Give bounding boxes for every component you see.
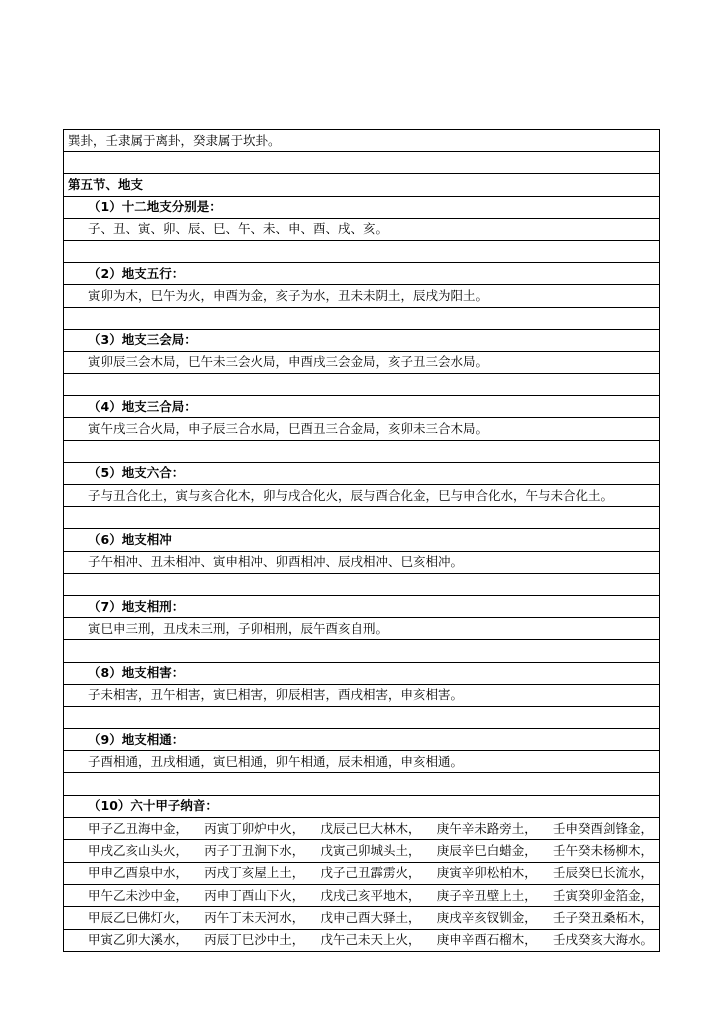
heading-row	[64, 174, 660, 196]
nayin-entry: 丙辰丁巳沙中土，	[204, 932, 305, 948]
empty-row	[64, 706, 660, 728]
content-row	[64, 751, 660, 773]
section-text: 寅巳申三刑，丑戌未三刑，子卯相刑，辰午酉亥自刑。	[64, 618, 660, 640]
nayin-line	[88, 930, 659, 950]
content-row	[64, 618, 660, 640]
nayin-entry: 甲子乙丑海中金，	[88, 820, 189, 836]
nayin-cell-row	[64, 862, 660, 884]
heading-row	[64, 729, 660, 751]
section-text: 寅午戌三合火局，申子辰三合水局，巳酉丑三合金局，亥卯未三合木局。	[64, 418, 660, 440]
nayin-entry: 丙子丁丑涧下水，	[204, 842, 305, 858]
heading-row	[64, 462, 660, 484]
heading-row	[64, 396, 660, 418]
section-heading: （7）地支相刑：	[64, 595, 660, 617]
nayin-row	[64, 907, 660, 929]
empty-row	[64, 440, 660, 462]
empty-cell	[64, 374, 660, 396]
section-heading: （4）地支三合局：	[64, 396, 660, 418]
nayin-cell-row	[64, 907, 660, 929]
heading-row	[64, 263, 660, 285]
empty-cell	[64, 706, 660, 728]
nayin-entry: 壬申癸酉剑锋金，	[552, 820, 653, 836]
section-heading: （10）六十甲子纳音：	[64, 795, 660, 817]
nayin-entry: 壬寅癸卯金箔金，	[552, 887, 653, 903]
nayin-row	[64, 817, 660, 839]
nayin-line	[88, 886, 659, 906]
nayin-cell-row	[64, 840, 660, 862]
section-heading: 第五节、地支	[64, 174, 660, 196]
content-row	[64, 485, 660, 507]
nayin-entry: 戊子己丑霹雳火，	[320, 865, 421, 881]
nayin-row	[64, 929, 660, 951]
nayin-cell-row	[64, 929, 660, 951]
empty-cell	[64, 152, 660, 174]
empty-cell	[64, 507, 660, 529]
section-heading: （2）地支五行：	[64, 263, 660, 285]
empty-row	[64, 640, 660, 662]
nayin-row	[64, 840, 660, 862]
empty-row	[64, 307, 660, 329]
empty-cell	[64, 440, 660, 462]
empty-row	[64, 374, 660, 396]
content-row	[64, 684, 660, 706]
empty-row	[64, 152, 660, 174]
nayin-entry: 甲午乙未沙中金，	[88, 887, 189, 903]
nayin-entry: 丙午丁未天河水，	[204, 910, 305, 926]
heading-row	[64, 196, 660, 218]
empty-cell	[64, 640, 660, 662]
section-text: 子酉相通，丑戌相通，寅巳相通，卯午相通，辰未相通，申亥相通。	[64, 751, 660, 773]
heading-row	[64, 662, 660, 684]
heading-row	[64, 595, 660, 617]
section-heading: （1）十二地支分别是：	[64, 196, 660, 218]
content-row	[64, 218, 660, 240]
section-text: 寅卯为木，巳午为火，申酉为金，亥子为水，丑未未阴土，辰戌为阳土。	[64, 285, 660, 307]
nayin-entry: 壬子癸丑桑柘木，	[552, 910, 653, 926]
nayin-entry: 庚寅辛卯松柏木，	[436, 865, 537, 881]
nayin-entry: 戊戌己亥平地木，	[320, 887, 421, 903]
section-text: 寅卯辰三会木局，巳午未三会火局，申酉戌三会金局，亥子丑三会水局。	[64, 351, 660, 373]
section-heading: （5）地支六合：	[64, 462, 660, 484]
empty-cell	[64, 307, 660, 329]
nayin-line	[88, 841, 659, 861]
nayin-entry: 庚申辛酉石榴木，	[436, 932, 537, 948]
section-text: 子与丑合化土，寅与亥合化木，卯与戌合化火，辰与酉合化金，巳与申合化水，午与未合化土。	[64, 485, 660, 507]
heading-row	[64, 329, 660, 351]
nayin-entry: 甲戌乙亥山头火，	[88, 842, 189, 858]
empty-row	[64, 507, 660, 529]
nayin-entry: 庚辰辛巳白蜡金，	[436, 842, 537, 858]
nayin-line	[88, 863, 659, 883]
nayin-entry: 丙戌丁亥屋上土，	[204, 865, 305, 881]
nayin-entry: 戊午己未天上火，	[320, 932, 421, 948]
nayin-line	[88, 819, 659, 839]
content-row	[64, 130, 660, 152]
section-heading: （9）地支相通：	[64, 729, 660, 751]
nayin-entry: 戊辰己巳大林木，	[320, 820, 421, 836]
nayin-cell-row	[64, 884, 660, 906]
empty-cell	[64, 240, 660, 262]
nayin-row	[64, 884, 660, 906]
heading-row	[64, 795, 660, 817]
content-row	[64, 551, 660, 573]
nayin-entry: 庚子辛丑壁上土，	[436, 887, 537, 903]
nayin-entry: 甲寅乙卯大溪水，	[88, 932, 189, 948]
table-body	[64, 130, 660, 952]
content-table	[63, 129, 660, 952]
nayin-line	[88, 908, 659, 928]
nayin-entry: 庚午辛未路旁土，	[436, 820, 537, 836]
nayin-entry: 丙寅丁卯炉中火，	[204, 820, 305, 836]
nayin-cell-row	[64, 817, 660, 839]
nayin-entry: 戊申己酉大驿土，	[320, 910, 421, 926]
nayin-entry: 壬辰癸巳长流水，	[552, 865, 653, 881]
content-row	[64, 418, 660, 440]
empty-cell	[64, 773, 660, 795]
empty-row	[64, 240, 660, 262]
nayin-entry: 壬午癸未杨柳木，	[552, 842, 653, 858]
section-text: 子、丑、寅、卯、辰、巳、午、未、申、酉、戌、亥。	[64, 218, 660, 240]
nayin-entry: 壬戌癸亥大海水。	[552, 932, 653, 948]
empty-cell	[64, 573, 660, 595]
nayin-entry: 丙申丁酉山下火，	[204, 887, 305, 903]
nayin-entry: 戊寅己卯城头土，	[320, 842, 421, 858]
nayin-row	[64, 862, 660, 884]
nayin-entry: 甲辰乙巳佛灯火，	[88, 910, 189, 926]
nayin-entry: 甲申乙酉泉中水，	[88, 865, 189, 881]
section-heading: （6）地支相冲	[64, 529, 660, 551]
content-row	[64, 351, 660, 373]
heading-row	[64, 529, 660, 551]
section-text: 子未相害，丑午相害，寅巳相害，卯辰相害，酉戌相害，申亥相害。	[64, 684, 660, 706]
section-heading: （3）地支三会局：	[64, 329, 660, 351]
section-heading: （8）地支相害：	[64, 662, 660, 684]
empty-row	[64, 573, 660, 595]
section-text: 巽卦，壬隶属于离卦，癸隶属于坎卦。	[64, 130, 660, 152]
empty-row	[64, 773, 660, 795]
section-text: 子午相冲、丑未相冲、寅申相冲、卯酉相冲、辰戌相冲、巳亥相冲。	[64, 551, 660, 573]
content-row	[64, 285, 660, 307]
nayin-entry: 庚戌辛亥钗钏金，	[436, 910, 537, 926]
